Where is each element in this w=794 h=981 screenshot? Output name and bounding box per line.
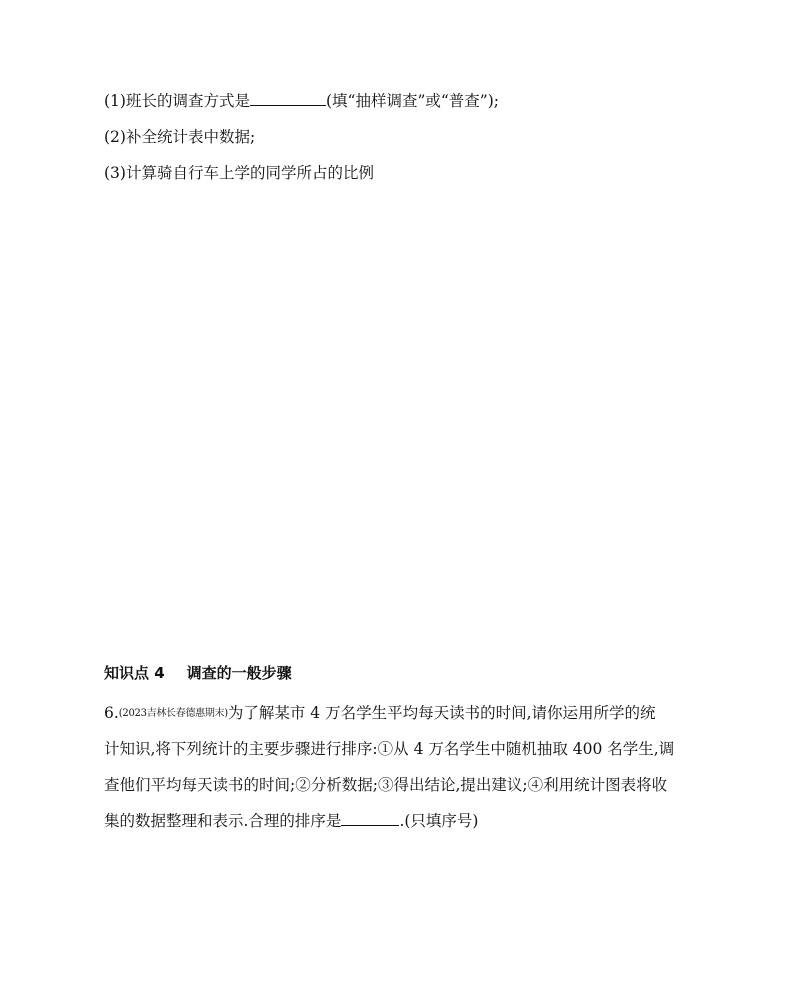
problem-6-text-4-suffix: .(只填序号) <box>399 812 479 830</box>
problem-6-text-4-prefix: 集的数据整理和表示.合理的排序是 <box>104 812 342 830</box>
question-2: (2)补全统计表中数据; <box>104 128 256 146</box>
problem-6-line-4 <box>104 810 724 832</box>
question-1 <box>104 90 499 112</box>
problem-6-line-2: 计知识,将下列统计的主要步骤进行排序:①从 4 万名学生中随机抽取 400 名学生,调 <box>104 740 675 758</box>
section-heading <box>104 662 292 684</box>
question-3: (3)计算骑自行车上学的同学所占的比例 <box>104 164 374 182</box>
problem-6-text-1: 为了解某市 4 万名学生平均每天读书的时间,请你运用所学的统 <box>227 704 656 722</box>
section-subtitle: 调查的一般步骤 <box>186 664 292 682</box>
answer-blank-6 <box>341 811 399 826</box>
question-1-suffix: (填“抽样调查”或“普查”); <box>325 92 499 110</box>
problem-6-number: 6. <box>104 704 119 722</box>
problem-6-line-1 <box>104 702 724 727</box>
answer-blank-1 <box>250 91 326 106</box>
problem-6-line-3: 查他们平均每天读书的时间;②分析数据;③得出结论,提出建议;④利用统计图表将收 <box>104 776 668 794</box>
problem-6-source: (2023吉林长春德惠期末) <box>118 708 228 719</box>
question-1-prefix: (1)班长的调查方式是 <box>104 92 250 110</box>
section-title: 知识点 4 <box>104 664 165 682</box>
